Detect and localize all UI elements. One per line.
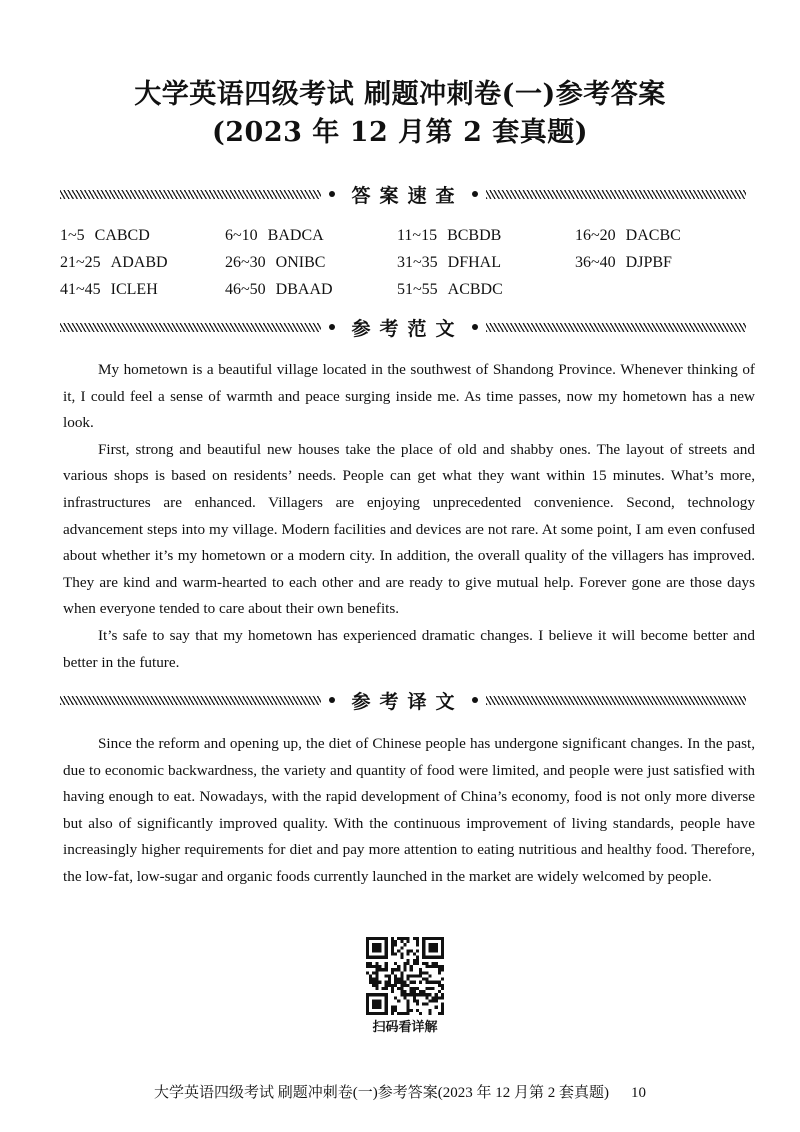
page-footer [0,1081,800,1102]
answer-cell [225,254,325,272]
answer-cell [397,254,501,272]
answer-range: 6~10 [225,227,258,244]
answer-range: 16~20 [575,227,616,244]
footer-text: 大学英语四级考试 刷题冲刺卷(一)参考答案(2023 年 12 月第 2 套真题) [154,1085,609,1101]
answer-grid [60,227,760,308]
section-heading-translation: 参考译文 [351,690,464,713]
answer-cell [225,281,333,299]
divider-hatch-left [60,190,321,199]
qr-code-icon[interactable] [366,937,444,1015]
divider-dot-left [329,697,335,703]
section-divider-answers [60,181,746,207]
answer-range: 26~30 [225,254,266,271]
translation-paragraph: Since the reform and opening up, the diet of Chinese people has undergone significant changes. In the past, due to economic backwardness, the variety and quantity of food were limited, and people were just satisfied with having enough to eat. Nowadays, with the rapid development of China’s economy, food is not only more diverse but also of significantly improved quality. With the continuous improvement of living standards, people have increasingly higher requirements for diet and pay more attention to eating nutritious and healthy food. Therefore, the low-fat, low-sugar and organic foods currently launched in the market are widely welcomed by people. [63,735,755,885]
answer-range: 31~35 [397,254,438,271]
answer-range: 51~55 [397,281,438,298]
answer-value: ACBDC [447,281,503,298]
answer-range: 36~40 [575,254,616,271]
answer-value: ICLEH [110,281,158,298]
section-divider-essay [60,314,746,340]
answer-cell [575,227,681,245]
answer-cell [60,227,150,245]
sample-translation [63,731,755,891]
answer-range: 1~5 [60,227,85,244]
qr-block [366,937,444,1035]
answer-value: BADCA [267,227,324,244]
answer-cell [397,227,501,245]
answer-range: 41~45 [60,281,101,298]
divider-hatch-right [486,696,747,705]
divider-hatch-left [60,696,321,705]
divider-hatch-right [486,323,747,332]
divider-hatch-right [486,190,747,199]
divider-hatch-left [60,323,321,332]
sample-essay [63,357,755,676]
answer-value: CABCD [94,227,150,244]
answer-value: BCBDB [447,227,502,244]
answer-cell [225,227,324,245]
essay-paragraph: It’s safe to say that my hometown has experienced dramatic changes. I believe it will become better and better in the future. [63,626,755,671]
answer-cell [575,254,672,272]
answer-cell [397,281,503,299]
answer-value: DBAAD [275,281,333,298]
divider-dot-right [472,697,478,703]
answer-cell [60,254,168,272]
divider-dot-right [472,324,478,330]
divider-dot-right [472,191,478,197]
answer-value: ONIBC [275,254,326,271]
section-heading-essay: 参考范文 [351,317,464,340]
answer-row [60,227,760,254]
answer-value: DACBC [625,227,681,244]
section-heading-answers: 答案速查 [351,184,464,207]
divider-dot-left [329,324,335,330]
answer-row [60,281,760,308]
page-subtitle: (2023 年 12 月第 2 套真题) [211,117,589,148]
page-number: 10 [630,1085,646,1101]
answer-range: 11~15 [397,227,438,244]
qr-caption: 扫码看详解 [372,1020,438,1035]
answer-value: DJPBF [625,254,672,271]
answer-value: DFHAL [447,254,501,271]
essay-paragraph: My hometown is a beautiful village located in the southwest of Shandong Province. Whenever thinking of it, I could feel a sense of warmth and peace surging inside me. As time passes, now my hometown has a new look. [63,361,755,432]
divider-dot-left [329,191,335,197]
answer-range: 46~50 [225,281,266,298]
answer-value: ADABD [110,254,168,271]
answer-row [60,254,760,281]
answer-cell [60,281,158,299]
section-divider-translation [60,687,746,713]
page-title: 大学英语四级考试 刷题冲刺卷(一)参考答案 [134,79,666,110]
answer-range: 21~25 [60,254,101,271]
essay-paragraph: First, strong and beautiful new houses take the place of old and shabby ones. The layout of streets and various shops is based on residents’ needs. People can get what they want within 15 minutes. What’s more, infrastructures are enhanced. Villagers are enjoying unprecedented convenience. Second, technology advancement steps into my village. Modern facilities and devices are not rare. At some point, I am even confused about whether it’s my hometown or a modern city. In addition, the overall quality of the villagers has improved. They are kind and warm-hearted to each other and are ready to give mutual help. Forever gone are those days when everyone tended to care about their own benefits. [63,440,755,618]
